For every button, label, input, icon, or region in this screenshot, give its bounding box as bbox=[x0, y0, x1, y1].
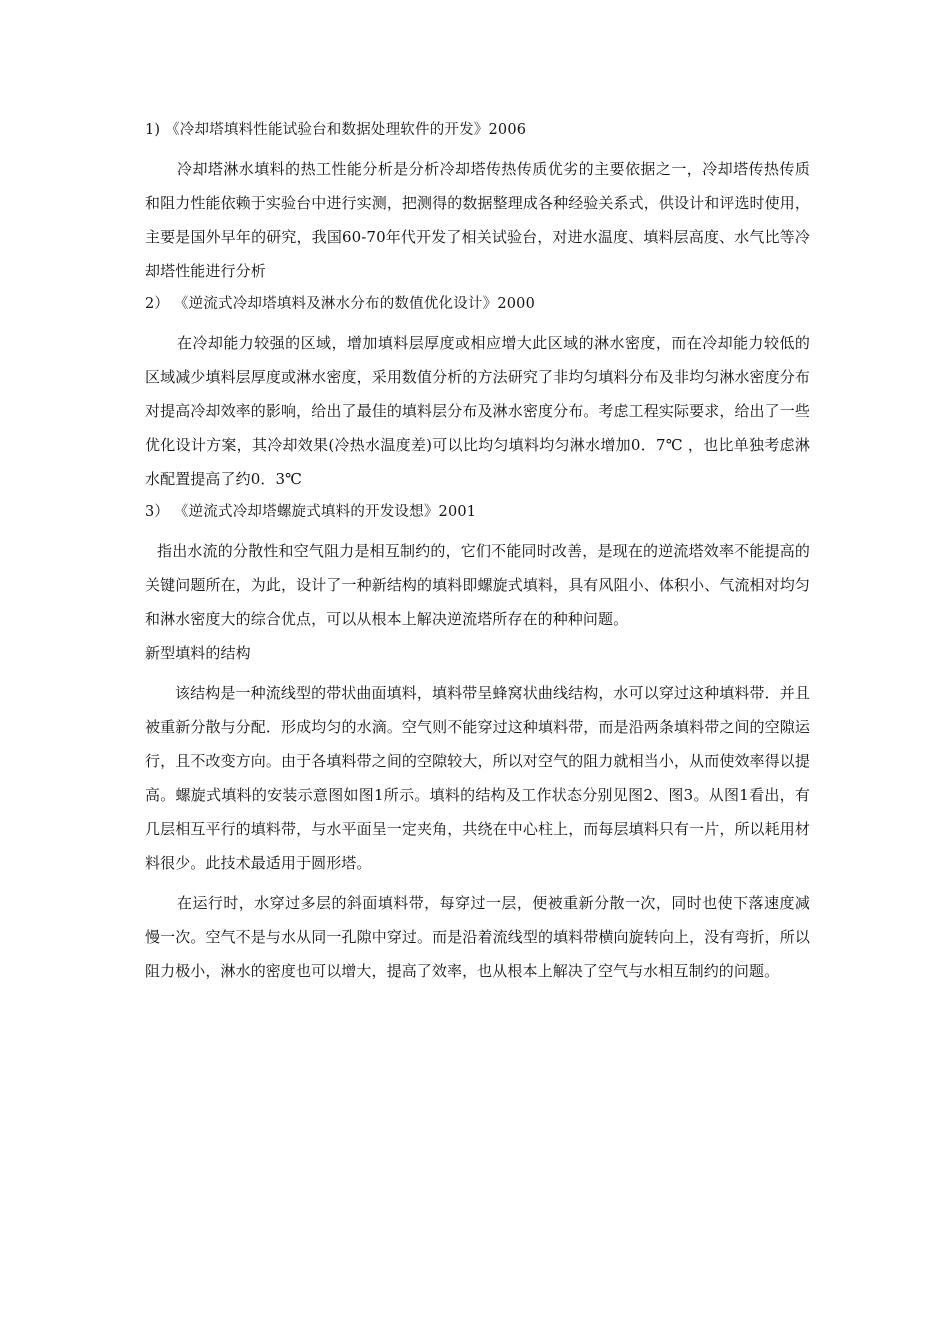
section-3-paragraph-1: 指出水流的分散性和空气阻力是相互制约的，它们不能同时改善，是现在的逆流塔效率不能提高的关键问题所在，为此，设计了一种新结构的填料即螺旋式填料，具有风阻小、体积小、气流相对均匀和淋水密度大的综合优点，可以从根本上解决逆流塔所存在的种种问题。 bbox=[145, 542, 810, 628]
section-1-heading: 1) 《冷却塔填料性能试验台和数据处理软件的开发》2006 bbox=[145, 122, 527, 138]
section-1-paragraph: 冷却塔淋水填料的热工性能分析是分析冷却塔传热传质优劣的主要依据之一，冷却塔传热传质和阻力性能依赖于实验台中进行实测，把测得的数据整理成各种经验关系式，供设计和评选时使用，主要是国外早年的研究，我国60-70年代开发了相关试验台，对进水温度、填料层高度、水气比等冷却塔性能进行分析 bbox=[145, 160, 810, 280]
document-body bbox=[145, 120, 810, 988]
section-3-paragraph-3: 在运行时，水穿过多层的斜面填料带，每穿过一层，便被重新分散一次，同时也使下落速度减慢一次。空气不是与水从同一孔隙中穿过。而是沿着流线型的填料带横向旋转向上，没有弯折，所以阻力极小，淋水的密度也可以增大，提高了效率，也从根本上解决了空气与水相互制约的问题。 bbox=[145, 894, 810, 980]
section-2-heading: 2） 《逆流式冷却塔填料及淋水分布的数值优化设计》2000 bbox=[145, 296, 536, 312]
section-3-heading: 3） 《逆流式冷却塔螺旋式填料的开发设想》2001 bbox=[145, 504, 477, 520]
subheading-new-packing-structure: 新型填料的结构 bbox=[145, 644, 251, 662]
section-2-paragraph: 在冷却能力较强的区域，增加填料层厚度或相应增大此区域的淋水密度，而在冷却能力较低的区域减少填料层厚度或淋水密度，采用数值分析的方法研究了非均匀填料分布及非均匀淋水密度分布对提高冷却效率的影响，给出了最佳的填料层分布及淋水密度分布。考虑工程实际要求，给出了一些优化设计方案，其冷却效果(冷热水温度差)可以比均匀填料均匀淋水增加0．7℃ ，也比单独考虑淋水配置提高了约0．3℃ bbox=[145, 334, 810, 488]
section-3-paragraph-2: 该结构是一种流线型的带状曲面填料，填料带呈蜂窝状曲线结构，水可以穿过这种填料带．并且被重新分散与分配．形成均匀的水滴。空气则不能穿过这种填料带，而是沿两条填料带之间的空隙运行，且不改变方向。由于各填料带之间的空隙较大，所以对空气的阻力就相当小，从而使效率得以提高。螺旋式填料的安装示意图如图1所示。填料的结构及工作状态分别见图2、图3。从图1看出，有几层相互平行的填料带，与水平面呈一定夹角，共绕在中心柱上，而每层填料只有一片，所以耗用材料很少。此技术最适用于圆形塔。 bbox=[145, 684, 810, 872]
